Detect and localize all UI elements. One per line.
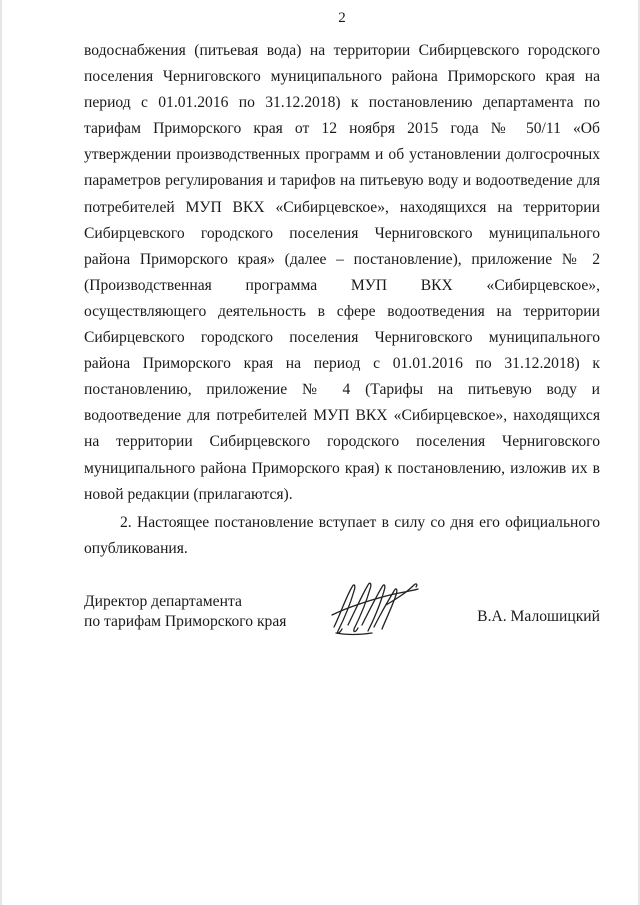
page-number: 2 bbox=[338, 10, 346, 26]
handwritten-signature-icon bbox=[326, 575, 426, 640]
signatory-position bbox=[84, 592, 286, 632]
document-body bbox=[84, 38, 600, 562]
signatory-position-line1: Директор департамента bbox=[84, 593, 242, 610]
signatory-name: В.А. Малошицкий bbox=[477, 608, 600, 625]
paragraph-continuation: водоснабжения (питьевая вода) на территории Сибирцевского городского поселения Черниговского муниципального района Приморского края на период с 01.01.2016 по 31.12.2018) к постановлению департамента по тарифам Приморского края от 12 ноября 2015 года № 50/11 «Об утверждении производственных программ и об установлении долгосрочных параметров регулирования и тарифов на питьевую воду и водоотведение для потребителей МУП ВКХ «Сибирцевское», находящихся на территории Сибирцевского городского поселения Черниговского муниципального района Приморского края» (далее – постановление), приложение № 2 (Производственная программа МУП ВКХ «Сибирцевское», осуществляющего деятельность в сфере водоотведения на территории Сибирцевского городского поселения Черниговского муниципального района Приморского края на период с 01.01.2016 по 31.12.2018) к постановлению, приложение № 4 (Тарифы на питьевую воду и водоотведение для потребителей МУП ВКХ «Сибирцевское», находящихся на территории Сибирцевского городского поселения Черниговского муниципального района Приморского края) к постановлению, изложив их в новой редакции (прилагаются). bbox=[84, 42, 600, 503]
scan-artifact bbox=[0, 0, 2, 905]
signatory-position-line2: по тарифам Приморского края bbox=[84, 613, 287, 630]
paragraph-effective-date: 2. Настоящее постановление вступает в силу со дня его официального опубликования. bbox=[84, 513, 600, 557]
